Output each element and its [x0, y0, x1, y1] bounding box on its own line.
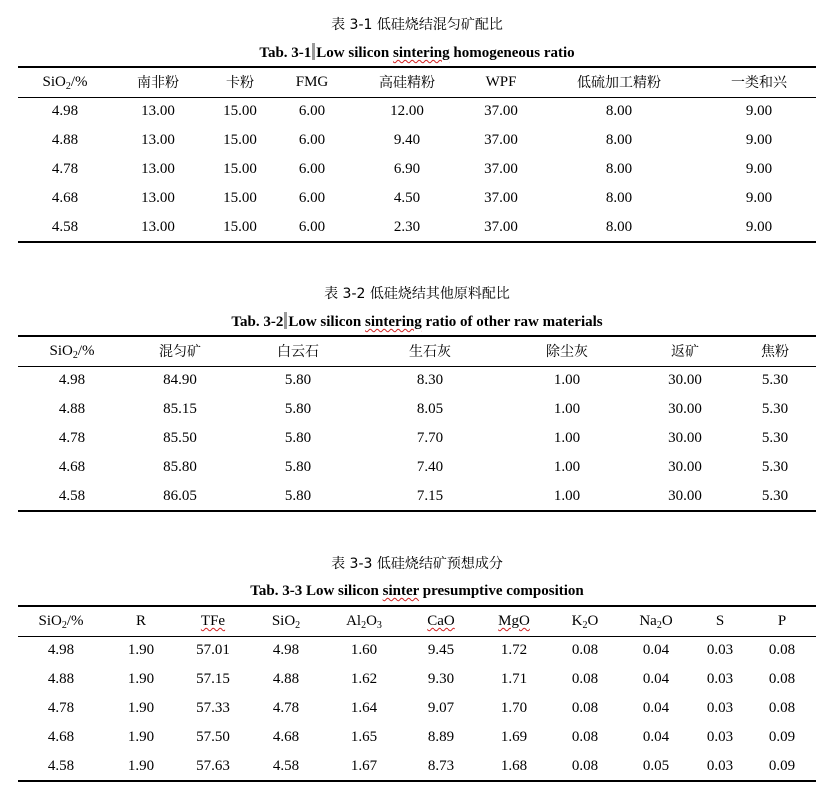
caption-text: ratio of other raw materials: [421, 314, 603, 330]
caption-text: presumptive composition: [419, 583, 584, 599]
table-cell: 9.30: [427, 671, 455, 687]
caption-prefix: Tab. 3-1: [259, 45, 312, 61]
table-cell: 7.40: [416, 459, 444, 475]
table-cell: 1.90: [127, 729, 155, 745]
caption-text: Low silicon: [288, 314, 366, 330]
table-cell: 5.80: [284, 487, 312, 504]
header-spellcheck-word: CaO: [427, 612, 455, 629]
table-cell: 6.00: [298, 103, 326, 120]
table-header-row: [18, 336, 816, 366]
table-cell: 37.00: [484, 218, 518, 235]
table-cell: 84.90: [163, 372, 197, 389]
column-header: 生石灰: [409, 344, 451, 361]
column-header: [404, 606, 478, 636]
table-row: [18, 395, 816, 424]
table-header-row: [18, 67, 816, 97]
table-cell: 4.58: [58, 487, 86, 504]
column-header: P: [777, 612, 787, 629]
table-cell: 9.00: [745, 132, 773, 148]
column-header: 返矿: [671, 344, 699, 361]
table-cell: 6.00: [298, 161, 326, 177]
caption-spellcheck-word: sintering: [392, 45, 450, 61]
table-cell: 57.63: [196, 757, 230, 774]
table-cell: 4.68: [51, 190, 79, 206]
table-cell: 0.03: [706, 642, 734, 659]
table-row: [18, 453, 816, 482]
table-cell: 9.00: [745, 161, 773, 177]
table-cell: 37.00: [484, 161, 518, 177]
caption-prefix: Tab. 3-2: [231, 314, 284, 330]
column-header: FMG: [295, 73, 329, 90]
table-cell: 4.68: [58, 459, 86, 475]
table-cell: 13.00: [141, 161, 175, 177]
table-cell: 30.00: [668, 401, 702, 417]
table-cell: 0.03: [706, 757, 734, 774]
table-row: [18, 155, 816, 184]
table-cell: 8.05: [416, 401, 444, 417]
table-cell: 0.04: [642, 642, 670, 659]
table-cell: 6.00: [298, 190, 326, 206]
table-cell: 0.08: [571, 729, 599, 745]
caption-text: Low silicon: [305, 583, 383, 599]
column-header: $Na_2O$: [639, 612, 673, 631]
table-cell: 4.78: [51, 161, 79, 177]
table-row: [18, 636, 816, 665]
column-header: 除尘灰: [546, 344, 588, 361]
table-cell: 6.00: [298, 132, 326, 148]
table-cell: 37.00: [484, 190, 518, 206]
table-cell: 0.08: [571, 700, 599, 716]
table-cell: 1.90: [127, 700, 155, 716]
table-cell: 30.00: [668, 372, 702, 389]
table-caption-cn: 表 3-1 低硅烧结混匀矿配比: [331, 17, 503, 33]
table-cell: 30.00: [668, 487, 702, 504]
table-caption-en: [18, 312, 816, 330]
table-caption-cn: 表 3-2 低硅烧结其他原料配比: [324, 286, 510, 302]
table-cell: 2.30: [393, 218, 421, 235]
table-cell: 9.45: [427, 642, 455, 659]
table-cell: 1.90: [127, 671, 155, 687]
table-cell: 5.30: [761, 401, 789, 417]
column-header: $K_2O$: [571, 612, 599, 631]
table-block-3-3: [18, 555, 816, 782]
table-cell: 9.07: [427, 700, 455, 716]
table-cell: 5.80: [284, 459, 312, 475]
table-cell: 0.03: [706, 671, 734, 687]
table-cell: 9.00: [745, 190, 773, 206]
table-cell: 15.00: [223, 190, 257, 206]
table-row: [18, 752, 816, 781]
table-cell: 4.58: [272, 757, 300, 774]
column-header: 一类和兴: [731, 75, 787, 92]
data-table: [18, 605, 816, 782]
table-cell: 4.78: [47, 700, 75, 716]
column-header: 低硫加工精粉: [577, 75, 661, 92]
column-header: SiO$_2$/%: [38, 612, 84, 631]
table-cell: 5.80: [284, 430, 312, 446]
table-cell: 1.64: [350, 700, 378, 716]
table-cell: 85.50: [163, 430, 197, 446]
column-header: R: [135, 612, 146, 629]
table-cell: 57.50: [196, 729, 230, 745]
table-cell: 6.90: [393, 161, 421, 177]
table-cell: 1.69: [500, 729, 528, 745]
table-cell: 37.00: [484, 103, 518, 120]
table-cell: 5.30: [761, 372, 789, 389]
table-cell: 0.03: [706, 729, 734, 745]
column-header: [178, 606, 248, 636]
table-cell: 1.70: [500, 700, 528, 716]
table-cell: 4.78: [58, 430, 86, 446]
column-header: WPF: [485, 73, 517, 90]
header-spellcheck-word: TFe: [200, 612, 226, 629]
table-row: [18, 184, 816, 213]
table-cell: 1.00: [553, 430, 581, 446]
table-cell: 4.68: [272, 729, 300, 745]
column-header: SiO$_2$/%: [42, 73, 88, 92]
table-cell: 1.68: [500, 757, 528, 774]
column-header: SiO$_2$: [271, 612, 301, 631]
table-cell: 1.00: [553, 459, 581, 475]
table-cell: 15.00: [223, 161, 257, 177]
table-block-3-2: [18, 285, 816, 512]
table-cell: 8.00: [605, 218, 633, 235]
table-cell: 0.08: [768, 700, 796, 716]
table-cell: 1.90: [127, 642, 155, 659]
data-table: [18, 335, 816, 512]
table-cell: 4.98: [58, 372, 86, 389]
table-cell: 4.88: [51, 132, 79, 148]
column-header: SiO$_2$/%: [49, 342, 95, 361]
table-cell: 4.88: [47, 671, 75, 687]
table-cell: 0.05: [642, 757, 670, 774]
table-cell: 1.67: [350, 757, 378, 774]
table-cell: 5.80: [284, 401, 312, 417]
caption-text: Low silicon: [316, 45, 393, 61]
table-cell: 0.08: [768, 671, 796, 687]
table-cell: 30.00: [668, 430, 702, 446]
table-cell: 8.00: [605, 132, 633, 148]
table-cell: 0.09: [768, 757, 796, 774]
table-cell: 4.98: [47, 642, 75, 659]
caption-spellcheck-word: sintering: [365, 314, 422, 330]
table-cell: 13.00: [141, 132, 175, 148]
table-cell: 15.00: [223, 103, 257, 120]
table-cell: 0.04: [642, 671, 670, 687]
table-caption-en: [18, 582, 816, 600]
column-header: 卡粉: [226, 75, 254, 92]
table-cell: 4.88: [58, 401, 86, 417]
table-cell: 30.00: [668, 459, 702, 475]
table-cell: 13.00: [141, 103, 175, 120]
table-cell: 9.40: [393, 132, 421, 148]
table-row: [18, 723, 816, 752]
table-caption-en: [18, 43, 816, 61]
header-spellcheck-word: MgO: [498, 612, 530, 629]
caption-text: homogeneous ratio: [449, 45, 575, 61]
column-header: 高硅精粉: [379, 75, 435, 92]
table-row: [18, 97, 816, 126]
column-header: 混匀矿: [159, 344, 201, 361]
table-cell: 13.00: [141, 190, 175, 206]
table-cell: 0.08: [571, 642, 599, 659]
column-header: $Al_2O_3$: [346, 612, 382, 631]
text-cursor: [312, 43, 315, 60]
table-cell: 4.78: [272, 700, 300, 716]
table-cell: 37.00: [484, 132, 518, 148]
table-cell: 8.00: [605, 161, 633, 177]
table-row: [18, 665, 816, 694]
table-cell: 0.09: [768, 729, 796, 745]
table-row: [18, 126, 816, 155]
table-cell: 57.01: [196, 642, 230, 659]
table-cell: 4.88: [272, 671, 300, 687]
table-cell: 7.70: [416, 430, 444, 446]
table-cell: 1.90: [127, 757, 155, 774]
table-cell: 1.00: [553, 401, 581, 417]
table-cell: 15.00: [223, 132, 257, 148]
table-row: [18, 482, 816, 511]
table-cell: 85.15: [163, 401, 197, 417]
table-cell: 12.00: [390, 103, 424, 120]
table-cell: 57.15: [196, 671, 230, 687]
table-row: [18, 213, 816, 242]
column-header: 南非粉: [137, 75, 179, 92]
table-cell: 0.08: [768, 642, 796, 659]
table-cell: 1.71: [500, 671, 528, 687]
table-caption-cn: 表 3-3 低硅烧结矿预想成分: [331, 556, 503, 572]
table-cell: 9.00: [745, 218, 773, 235]
table-cell: 15.00: [223, 218, 257, 235]
table-cell: 5.30: [761, 487, 789, 504]
table-cell: 7.15: [416, 487, 444, 504]
data-table: [18, 66, 816, 243]
table-cell: 1.65: [350, 729, 378, 745]
table-row: [18, 366, 816, 395]
table-cell: 8.00: [605, 103, 633, 120]
table-cell: 4.58: [51, 218, 79, 235]
table-cell: 8.73: [427, 757, 455, 774]
table-cell: 1.60: [350, 642, 378, 659]
column-header: 白云石: [277, 344, 319, 361]
table-cell: 5.30: [761, 459, 789, 475]
table-cell: 0.08: [571, 757, 599, 774]
table-cell: 4.50: [393, 190, 421, 206]
table-cell: 4.68: [47, 729, 75, 745]
table-cell: 4.58: [47, 757, 75, 774]
table-cell: 0.08: [571, 671, 599, 687]
table-cell: 8.89: [427, 729, 455, 745]
table-cell: 0.04: [642, 700, 670, 716]
table-cell: 9.00: [745, 103, 773, 120]
table-cell: 4.98: [272, 642, 300, 659]
table-cell: 86.05: [163, 487, 197, 504]
table-cell: 4.98: [51, 103, 79, 120]
table-cell: 5.80: [284, 372, 312, 389]
column-header: 焦粉: [761, 344, 789, 361]
caption-spellcheck-word: sinter: [382, 583, 420, 599]
table-cell: 1.00: [553, 372, 581, 389]
table-cell: 8.30: [416, 372, 444, 389]
text-cursor: [284, 312, 287, 329]
table-cell: 13.00: [141, 218, 175, 235]
table-cell: 0.04: [642, 729, 670, 745]
table-cell: 8.00: [605, 190, 633, 206]
table-cell: 1.62: [350, 671, 378, 687]
table-cell: 57.33: [196, 700, 230, 716]
table-row: [18, 694, 816, 723]
table-block-3-1: [18, 16, 816, 243]
table-cell: 5.30: [761, 430, 789, 446]
table-header-row: [18, 606, 816, 636]
table-cell: 0.03: [706, 700, 734, 716]
table-row: [18, 424, 816, 453]
table-cell: 85.80: [163, 459, 197, 475]
table-cell: 1.72: [500, 642, 528, 659]
table-cell: 1.00: [553, 487, 581, 504]
caption-prefix: Tab. 3-3: [250, 583, 303, 599]
table-cell: 6.00: [298, 218, 326, 235]
column-header: S: [715, 612, 725, 629]
column-header: [478, 606, 550, 636]
